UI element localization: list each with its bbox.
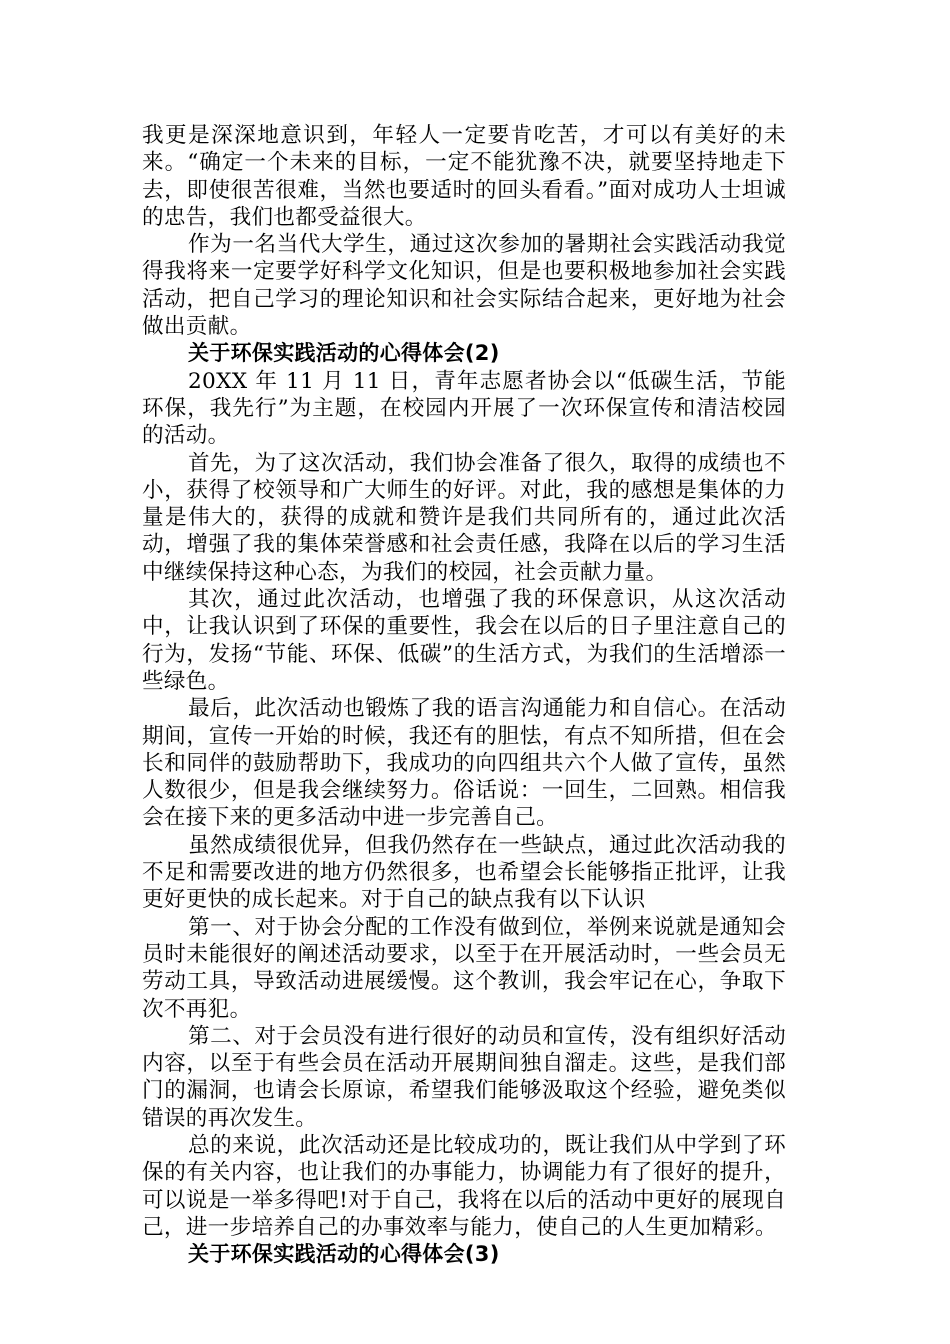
paragraph: 第二、对于会员没有进行很好的动员和宣传，没有组织好活动内容，以至于有些会员在活动开展期间独自溜走。这些，是我们部门的漏洞，也请会长原谅，希望我们能够汲取这个经验，避免类似错误的再次发生。: [142, 1023, 786, 1131]
paragraph: 作为一名当代大学生，通过这次参加的暑期社会实践活动我觉得我将来一定要学好科学文化知识，但是也要积极地参加社会实践活动，把自己学习的理论知识和社会实际结合起来，更好地为社会做出贡献。: [142, 232, 786, 340]
paragraph: 第一、对于协会分配的工作没有做到位，举例来说就是通知会员时未能很好的阐述活动要求，以至于在开展活动时，一些会员无劳动工具，导致活动进展缓慢。这个教训，我会牢记在心，争取下次不再犯。: [142, 914, 786, 1022]
paragraph: 其次，通过此次活动，也增强了我的环保意识，从这次活动中，让我认识到了环保的重要性，我会在以后的日子里注意自己的行为，发扬“节能、环保、低碳”的生活方式，为我们的生活增添一些绿色。: [142, 587, 786, 694]
paragraph: 首先，为了这次活动，我们协会准备了很久，取得的成绩也不小，获得了校领导和广大师生的好评。对此，我的感想是集体的力量是伟大的，获得的成就和赞许是我们共同所有的，通过此次活动，增强了我的集体荣誉感和社会责任感，我降在以后的学习生活中继续保持这种心态，为我们的校园，社会贡献力量。: [142, 450, 786, 585]
section-heading-3: 关于环保实践活动的心得体会(3): [188, 1242, 500, 1267]
paragraph: 虽然成绩很优异，但我仍然存在一些缺点，通过此次活动我的不足和需要改进的地方仍然很多，也希望会长能够指正批评，让我更好更快的成长起来。对于自己的缺点我有以下认识: [142, 832, 786, 913]
paragraph: 最后，此次活动也锻炼了我的语言沟通能力和自信心。在活动期间，宣传一开始的时候，我还有的胆怯，有点不知所措，但在会长和同伴的鼓励帮助下，我成功的向四组共六个人做了宣传，虽然人数很少，但是我会继续努力。俗话说：一回生，二回熟。相信我会在接下来的更多活动中进一步完善自己。: [142, 696, 786, 831]
paragraph-continued: 我更是深深地意识到，年轻人一定要肯吃苦，才可以有美好的未来。“确定一个未来的目标，一定不能犹豫不决，就要坚持地走下去，即使很苦很难，当然也要适时的回头看看。”面对成功人士坦诚的忠告，我们也都受益很大。: [142, 123, 786, 230]
section-heading-2: 关于环保实践活动的心得体会(2): [188, 341, 500, 366]
paragraph: 总的来说，此次活动还是比较成功的，既让我们从中学到了环保的有关内容，也让我们的办事能力，协调能力有了很好的提升，可以说是一举多得吧!对于自己，我将在以后的活动中更好的展现自己，进一步培养自己的办事效率与能力，使自己的人生更加精彩。: [142, 1132, 786, 1240]
paragraph: 20XX 年 11 月 11 日，青年志愿者协会以“低碳生活，节能环保，我先行”为主题，在校园内开展了一次环保宣传和清洁校园的活动。: [142, 368, 786, 449]
document-page: [142, 122, 786, 1268]
